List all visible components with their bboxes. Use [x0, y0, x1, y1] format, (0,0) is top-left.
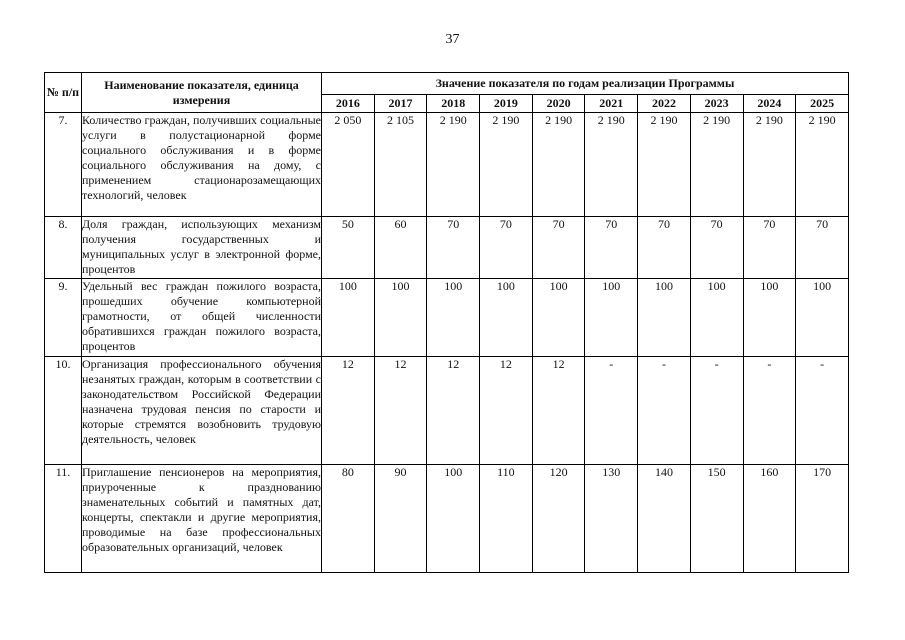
- value-cell-2016: 12: [322, 357, 375, 465]
- value-cell-2022: -: [638, 357, 691, 465]
- value-cell-2019: 2 190: [480, 113, 533, 217]
- value-cell-2016: 2 050: [322, 113, 375, 217]
- value-cell-2021: -: [585, 357, 638, 465]
- table-row: [45, 357, 849, 465]
- value-cell-2020: 2 190: [532, 113, 585, 217]
- value-cell-2025: 100: [796, 279, 849, 357]
- value-cell-2020: 120: [532, 465, 585, 573]
- table-row: [45, 465, 849, 573]
- indicator-name: Доля граждан, использующих механизм получения государственных и муниципальных услуг в электронной форме, процентов: [82, 217, 322, 279]
- table-row: [45, 279, 849, 357]
- value-cell-2023: 2 190: [690, 113, 743, 217]
- value-cell-2021: 130: [585, 465, 638, 573]
- value-cell-2025: 70: [796, 217, 849, 279]
- value-cell-2019: 12: [480, 357, 533, 465]
- row-number: 7.: [45, 113, 82, 217]
- value-cell-2025: -: [796, 357, 849, 465]
- value-cell-2020: 12: [532, 357, 585, 465]
- value-cell-2019: 110: [480, 465, 533, 573]
- value-cell-2017: 12: [374, 357, 427, 465]
- row-number: 11.: [45, 465, 82, 573]
- value-cell-2024: 2 190: [743, 113, 796, 217]
- value-cell-2023: 150: [690, 465, 743, 573]
- value-cell-2018: 100: [427, 279, 480, 357]
- value-cell-2023: 100: [690, 279, 743, 357]
- value-cell-2024: 160: [743, 465, 796, 573]
- value-cell-2019: 100: [480, 279, 533, 357]
- table-row: [45, 217, 849, 279]
- indicators-table: [44, 72, 849, 573]
- value-cell-2016: 80: [322, 465, 375, 573]
- column-header-group: Значение показателя по годам реализации Программы: [322, 73, 849, 95]
- indicator-name: Организация профессионального обучения незанятых граждан, которым в соответствии с законодательством Российской Федерации назначена трудовая пенсия по старости и которые стремятся возобновить трудовую деятельность, человек: [82, 357, 322, 465]
- value-cell-2023: 70: [690, 217, 743, 279]
- table-body: [45, 113, 849, 573]
- row-number: 8.: [45, 217, 82, 279]
- value-cell-2023: -: [690, 357, 743, 465]
- indicator-name: Удельный вес граждан пожилого возраста, прошедших обучение компьютерной грамотности, от общей численности обратившихся граждан пожилого возраста, процентов: [82, 279, 322, 357]
- column-header-year-2020: 2020: [532, 95, 585, 113]
- column-header-number: № п/п: [45, 73, 82, 113]
- value-cell-2018: 100: [427, 465, 480, 573]
- value-cell-2021: 100: [585, 279, 638, 357]
- value-cell-2017: 100: [374, 279, 427, 357]
- value-cell-2024: 100: [743, 279, 796, 357]
- value-cell-2025: 170: [796, 465, 849, 573]
- column-header-year-2024: 2024: [743, 95, 796, 113]
- value-cell-2022: 140: [638, 465, 691, 573]
- row-number: 10.: [45, 357, 82, 465]
- column-header-year-2019: 2019: [480, 95, 533, 113]
- column-header-year-2016: 2016: [322, 95, 375, 113]
- column-header-year-2021: 2021: [585, 95, 638, 113]
- value-cell-2018: 2 190: [427, 113, 480, 217]
- value-cell-2019: 70: [480, 217, 533, 279]
- column-header-year-2023: 2023: [690, 95, 743, 113]
- value-cell-2020: 70: [532, 217, 585, 279]
- value-cell-2016: 100: [322, 279, 375, 357]
- value-cell-2017: 60: [374, 217, 427, 279]
- column-header-name: Наименование показателя, единица измерения: [82, 73, 322, 113]
- value-cell-2022: 70: [638, 217, 691, 279]
- value-cell-2018: 70: [427, 217, 480, 279]
- value-cell-2022: 100: [638, 279, 691, 357]
- indicator-name: Приглашение пенсионеров на мероприятия, приуроченные к празднованию знаменательных событий и памятных дат, концерты, спектакли и другие мероприятия, проводимые на базе профессиональных образовательных организаций, человек: [82, 465, 322, 573]
- value-cell-2017: 2 105: [374, 113, 427, 217]
- value-cell-2024: 70: [743, 217, 796, 279]
- value-cell-2016: 50: [322, 217, 375, 279]
- column-header-year-2025: 2025: [796, 95, 849, 113]
- column-header-year-2018: 2018: [427, 95, 480, 113]
- row-number: 9.: [45, 279, 82, 357]
- column-header-year-2017: 2017: [374, 95, 427, 113]
- value-cell-2018: 12: [427, 357, 480, 465]
- value-cell-2022: 2 190: [638, 113, 691, 217]
- value-cell-2020: 100: [532, 279, 585, 357]
- table-row: [45, 113, 849, 217]
- indicator-name: Количество граждан, получивших социальные услуги в полустационарной форме социального обслуживания и в форме социального обслуживания на дому, с применением стационарозамещающих технологий, человек: [82, 113, 322, 217]
- value-cell-2021: 2 190: [585, 113, 638, 217]
- value-cell-2025: 2 190: [796, 113, 849, 217]
- value-cell-2021: 70: [585, 217, 638, 279]
- page-number: 37: [445, 32, 460, 47]
- value-cell-2017: 90: [374, 465, 427, 573]
- value-cell-2024: -: [743, 357, 796, 465]
- column-header-year-2022: 2022: [638, 95, 691, 113]
